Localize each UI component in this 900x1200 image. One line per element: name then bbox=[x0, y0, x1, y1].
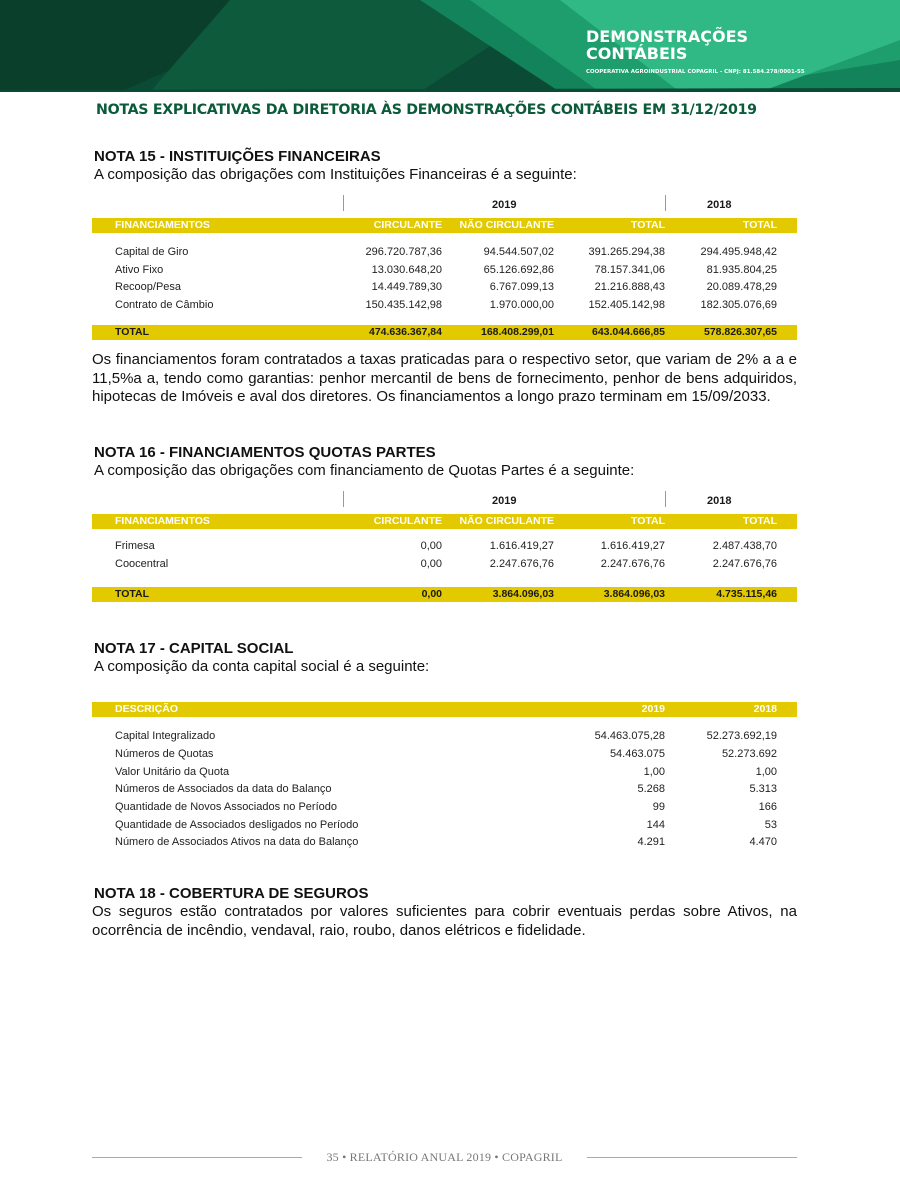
row-label: Capital Integralizado bbox=[115, 730, 216, 742]
col-total-2018: TOTAL bbox=[742, 219, 777, 231]
cell-2019: 54.463.075 bbox=[609, 748, 665, 760]
header-title-line1: DEMONSTRAÇÕES bbox=[586, 27, 749, 46]
row-label: Números de Quotas bbox=[115, 748, 214, 760]
footer-rule-right bbox=[587, 1157, 797, 1158]
row-label: Quantidade de Associados desligados no Período bbox=[115, 819, 359, 831]
cell-2019: 54.463.075,28 bbox=[594, 730, 665, 742]
nota16-column-header bbox=[92, 514, 797, 529]
cell-2018: 1,00 bbox=[755, 766, 777, 778]
table-row bbox=[92, 801, 797, 818]
table-row bbox=[92, 281, 797, 298]
cell-2018: 53 bbox=[764, 819, 777, 831]
row-label: Números de Associados da data do Balanço bbox=[115, 783, 332, 795]
page-footer bbox=[92, 1148, 797, 1168]
total-circulante: 0,00 bbox=[421, 588, 442, 600]
col-2018: 2018 bbox=[753, 703, 777, 715]
table-row bbox=[92, 246, 797, 263]
nota15-paragraph bbox=[92, 351, 797, 407]
col-circulante: CIRCULANTE bbox=[373, 515, 442, 527]
cell-2019: 1,00 bbox=[643, 766, 665, 778]
year-separator bbox=[343, 491, 344, 507]
cell-circulante: 296.720.787,36 bbox=[365, 246, 442, 258]
cell-nao-circulante: 1.616.419,27 bbox=[489, 540, 554, 552]
table-row bbox=[92, 558, 797, 575]
cell-nao-circulante: 1.970.000,00 bbox=[489, 299, 554, 311]
total-label: TOTAL bbox=[115, 326, 150, 338]
table-row bbox=[92, 783, 797, 800]
nota18-paragraph bbox=[92, 903, 797, 940]
year-separator bbox=[343, 195, 344, 211]
paragraph-line: Os financiamentos foram contratados a taxas praticadas para o respectivo setor, que variam de 2% a a e bbox=[92, 351, 797, 368]
col-total-2018: TOTAL bbox=[742, 515, 777, 527]
nota17-title: NOTA 17 - CAPITAL SOCIAL bbox=[94, 640, 294, 657]
page-title: NOTAS EXPLICATIVAS DA DIRETORIA ÀS DEMONSTRAÇÕES CONTÁBEIS EM 31/12/2019 bbox=[96, 102, 757, 118]
cell-2018: 5.313 bbox=[749, 783, 777, 795]
table-row bbox=[92, 766, 797, 783]
row-label: Valor Unitário da Quota bbox=[115, 766, 230, 778]
nota17-column-header bbox=[92, 702, 797, 717]
cell-total-2019: 78.157.341,06 bbox=[594, 264, 665, 276]
nota16-intro: A composição das obrigações com financiamento de Quotas Partes é a seguinte: bbox=[94, 462, 635, 479]
nota15-column-header bbox=[92, 218, 797, 233]
year-current: 2019 bbox=[492, 495, 517, 507]
paragraph-line: ocorrência de incêndio, vendaval, raio, roubo, danos elétricos e fidelidade. bbox=[92, 921, 586, 939]
header-subtitle: COOPERATIVA AGROINDUSTRIAL COPAGRIL - CNPJ: 81.584.278/0001-55 bbox=[586, 69, 805, 75]
nota15-total-row bbox=[92, 325, 797, 340]
table-row bbox=[92, 836, 797, 853]
cell-2019: 4.291 bbox=[637, 836, 665, 848]
row-label: Frimesa bbox=[115, 540, 155, 552]
row-label: Número de Associados Ativos na data do Balanço bbox=[115, 836, 359, 848]
total-circulante: 474.636.367,84 bbox=[369, 326, 442, 338]
row-label: Capital de Giro bbox=[115, 246, 189, 258]
table-row bbox=[92, 540, 797, 557]
cell-total-2018: 294.495.948,42 bbox=[700, 246, 777, 258]
cell-circulante: 0,00 bbox=[420, 558, 442, 570]
cell-total-2018: 2.247.676,76 bbox=[712, 558, 777, 570]
footer-rule-left bbox=[92, 1157, 302, 1158]
col-circulante: CIRCULANTE bbox=[373, 219, 442, 231]
year-prior: 2018 bbox=[707, 495, 732, 507]
footer-text: 35 • RELATÓRIO ANUAL 2019 • COPAGRIL bbox=[326, 1150, 563, 1164]
year-prior: 2018 bbox=[707, 199, 732, 211]
header-title-line2: CONTÁBEIS bbox=[586, 44, 688, 63]
col-descricao: DESCRIÇÃO bbox=[115, 703, 179, 715]
cell-nao-circulante: 94.544.507,02 bbox=[483, 246, 554, 258]
cell-total-2018: 182.305.076,69 bbox=[700, 299, 777, 311]
row-label: Recoop/Pesa bbox=[115, 281, 182, 293]
col-nao-circulante: NÃO CIRCULANTE bbox=[459, 219, 554, 231]
cell-2019: 144 bbox=[646, 819, 665, 831]
col-nao-circulante: NÃO CIRCULANTE bbox=[459, 515, 554, 527]
col-total-2019: TOTAL bbox=[630, 219, 665, 231]
cell-nao-circulante: 65.126.692,86 bbox=[483, 264, 554, 276]
table-row bbox=[92, 819, 797, 836]
cell-total-2019: 21.216.888,43 bbox=[594, 281, 665, 293]
col-total-2019: TOTAL bbox=[630, 515, 665, 527]
year-separator bbox=[665, 195, 666, 211]
cell-total-2018: 81.935.804,25 bbox=[706, 264, 777, 276]
col-financiamentos: FINANCIAMENTOS bbox=[115, 515, 210, 527]
table-row bbox=[92, 748, 797, 765]
year-current: 2019 bbox=[492, 199, 517, 211]
header-title bbox=[586, 28, 886, 62]
total-label: TOTAL bbox=[115, 588, 150, 600]
paragraph-line: hipotecas de Imóveis e aval dos diretores. Os financiamentos a longo prazo terminam em 15/09/2033. bbox=[92, 388, 771, 405]
cell-2018: 52.273.692 bbox=[721, 748, 777, 760]
table-row bbox=[92, 264, 797, 281]
nota16-total-row bbox=[92, 587, 797, 602]
cell-2019: 99 bbox=[652, 801, 665, 813]
total-nao-circulante: 3.864.096,03 bbox=[492, 588, 554, 600]
paragraph-line: Os seguros estão contratados por valores suficientes para cobrir eventuais perdas sobre Ativos, na bbox=[92, 903, 797, 920]
year-separator bbox=[665, 491, 666, 507]
paragraph-line: 11,5%a a, tendo como garantias: penhor mercantil de bens de fornecimento, penhor de bens adquiridos, bbox=[92, 369, 797, 387]
cell-total-2019: 2.247.676,76 bbox=[600, 558, 665, 570]
cell-circulante: 13.030.648,20 bbox=[371, 264, 442, 276]
cell-2018: 166 bbox=[758, 801, 777, 813]
cell-total-2018: 20.089.478,29 bbox=[706, 281, 777, 293]
total-2018: 4.735.115,46 bbox=[716, 588, 777, 600]
cell-total-2019: 1.616.419,27 bbox=[600, 540, 665, 552]
cell-nao-circulante: 6.767.099,13 bbox=[489, 281, 554, 293]
cell-total-2019: 152.405.142,98 bbox=[588, 299, 665, 311]
nota16-year-header bbox=[92, 491, 797, 509]
table-row bbox=[92, 299, 797, 316]
cell-nao-circulante: 2.247.676,76 bbox=[489, 558, 554, 570]
row-label: Quantidade de Novos Associados no Período bbox=[115, 801, 337, 813]
header-banner bbox=[0, 0, 900, 92]
cell-circulante: 14.449.789,30 bbox=[371, 281, 442, 293]
row-label: Contrato de Câmbio bbox=[115, 299, 214, 311]
nota16-title: NOTA 16 - FINANCIAMENTOS QUOTAS PARTES bbox=[94, 444, 436, 461]
cell-total-2018: 2.487.438,70 bbox=[712, 540, 777, 552]
cell-2019: 5.268 bbox=[637, 783, 665, 795]
row-label: Ativo Fixo bbox=[115, 264, 164, 276]
cell-circulante: 150.435.142,98 bbox=[365, 299, 442, 311]
nota17-intro: A composição da conta capital social é a seguinte: bbox=[94, 658, 430, 675]
total-2019: 643.044.666,85 bbox=[592, 326, 665, 338]
cell-circulante: 0,00 bbox=[420, 540, 442, 552]
cell-total-2019: 391.265.294,38 bbox=[588, 246, 665, 258]
nota15-year-header bbox=[92, 195, 797, 213]
col-financiamentos: FINANCIAMENTOS bbox=[115, 219, 210, 231]
row-label: Coocentral bbox=[115, 558, 169, 570]
total-2018: 578.826.307,65 bbox=[704, 326, 777, 338]
nota18-title: NOTA 18 - COBERTURA DE SEGUROS bbox=[94, 885, 369, 902]
table-row bbox=[92, 730, 797, 747]
cell-2018: 52.273.692,19 bbox=[706, 730, 777, 742]
col-2019: 2019 bbox=[641, 703, 665, 715]
total-2019: 3.864.096,03 bbox=[603, 588, 665, 600]
nota15-intro: A composição das obrigações com Instituições Financeiras é a seguinte: bbox=[94, 166, 577, 183]
cell-2018: 4.470 bbox=[749, 836, 777, 848]
total-nao-circulante: 168.408.299,01 bbox=[481, 326, 554, 338]
nota15-title: NOTA 15 - INSTITUIÇÕES FINANCEIRAS bbox=[94, 148, 381, 165]
